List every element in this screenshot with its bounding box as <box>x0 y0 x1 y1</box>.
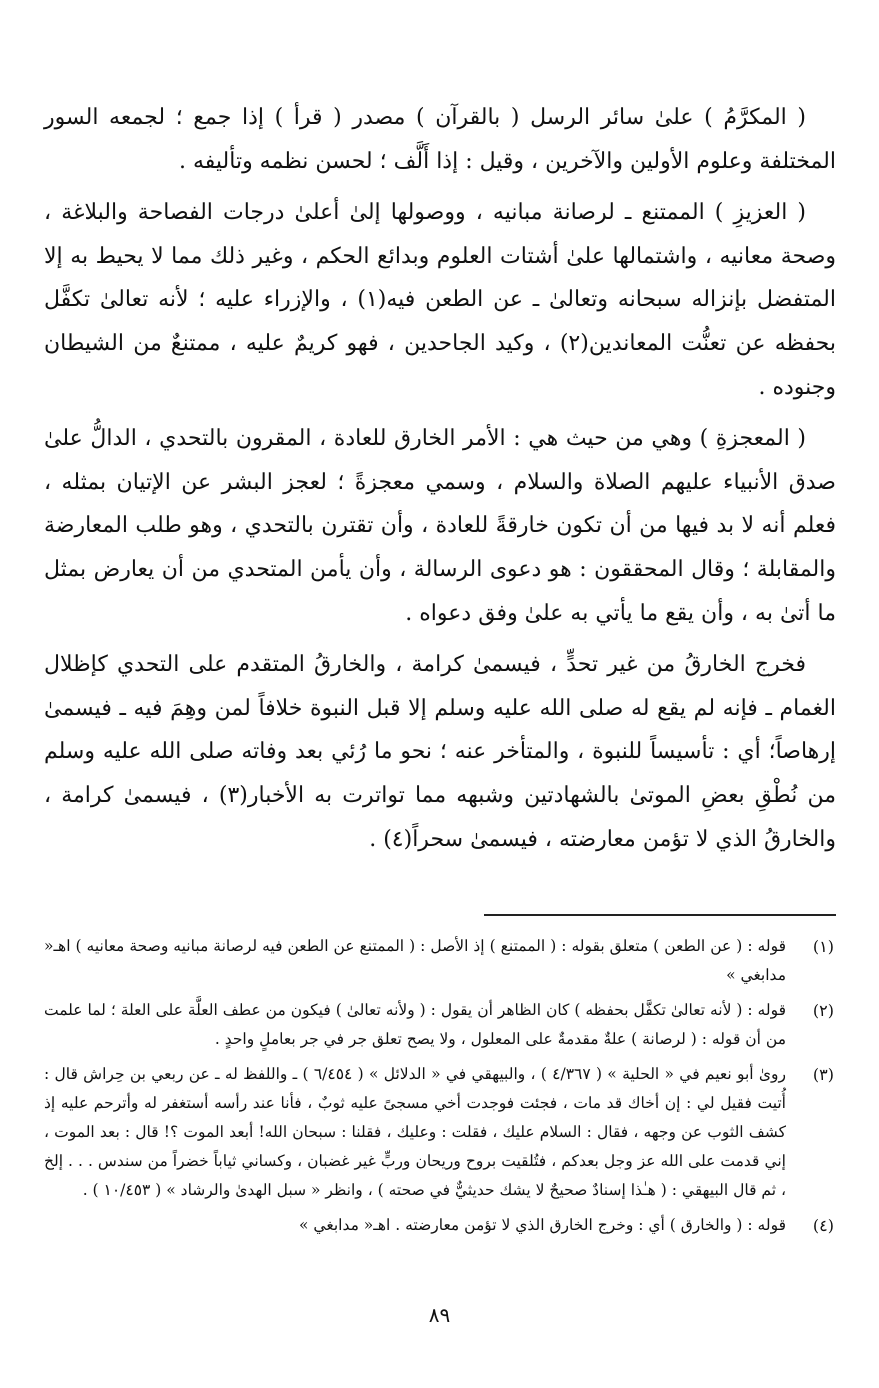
paragraph-mujiza: ( المعجزةِ ) وهي من حيث هي : الأمر الخارق للعادة ، المقرون بالتحدي ، الدالُّ علىٰ صدق الأنبياء عليهم الصلاة والسلام ، وسمي معجزةً ؛ لعجز البشر عن الإتيان بمثله ، فعلم أنه لا بد فيها من أن تكون خارقةً للعادة ، وأن تقترن بالتحدي ، وهو طلب المعارضة والمقابلة ؛ وقال المحققون : هو دعوى الرسالة ، وأن يأمن المتحدي من أن يعارض بمثل ما أتىٰ به ، وأن يقع ما يأتي به علىٰ وفق دعواه . <box>44 426 836 626</box>
paragraph-kharq: فخرج الخارقُ من غير تحدٍّ ، فيسمىٰ كرامة ، والخارقُ المتقدم على التحدي كإظلال الغمام ـ فإنه لم يقع له صلى الله عليه وسلم إلا قبل النبوة خلافاً لمن وهِمَ فيه ـ فيسمىٰ إرهاصاً؛ أي : تأسيساً للنبوة ، والمتأخر عنه ؛ نحو ما رُئي بعد وفاته صلى الله عليه وسلم من نُطْقِ بعضِ الموتىٰ بالشهادتين وشبهه مما تواترت به الأخبار(٣) ، فيسمىٰ كرامة ، والخارقُ الذي لا تؤمن معارضته ، فيسمىٰ سحراً(٤) . <box>44 652 836 852</box>
footnote-number: (٣) <box>812 1065 834 1084</box>
footnotes <box>44 932 836 1246</box>
page-content <box>44 96 836 1235</box>
footnote-number: (٢) <box>812 1001 834 1020</box>
footnote-number: (١) <box>812 937 834 956</box>
footnote-text: قوله : ( لأنه تعالىٰ تكفَّل بحفظه ) كان الظاهر أن يقول : ( ولأنه تعالىٰ ) فيكون من عطف العلَّة على العلة ؛ لما علمت من أن قوله : ( لرصانة ) علةٌ مقدمةٌ على المعلول ، ولا يصح تعلق جر في جر بعاملٍ واحدٍ . <box>44 1001 786 1048</box>
footnote-item <box>44 1211 836 1240</box>
footnote-item <box>44 1060 836 1205</box>
footnote-number: (٤) <box>812 1216 834 1235</box>
footnote-text: قوله : ( عن الطعن ) متعلق بقوله : ( الممتنع ) إذ الأصل : ( الممتنع عن الطعن فيه لرصانة مبانيه وصحة معانيه ) اهـ« مدابغي » <box>44 937 786 984</box>
footnote-text: قوله : ( والخارق ) أي : وخرج الخارق الذي لا تؤمن معارضته . اهـ« مدابغي » <box>299 1216 786 1234</box>
footnote-item <box>44 932 836 990</box>
paragraph-mukarram: ( المكرَّمُ ) علىٰ سائر الرسل ( بالقرآن ) مصدر ( قرأ ) إذا جمع ؛ لجمعه السور المختلفة وعلوم الأولين والآخرين ، وقيل : إذا أَلَّف ؛ لحسن نظمه وتأليفه . <box>44 105 836 174</box>
paragraph-aziz: ( العزيزِ ) الممتنع ـ لرصانة مبانيه ، ووصولها إلىٰ أعلىٰ درجات الفصاحة والبلاغة ، وصحة معانيه ، واشتمالها علىٰ أشتات العلوم وبدائع الحكم ، وغير ذلك مما لا يحيط به إلا المتفضل بإنزاله سبحانه وتعالىٰ ـ عن الطعن فيه(١) ، والإزراء عليه ؛ لأنه تعالىٰ تكفَّل بحفظه عن تعنُّت المعاندين(٢) ، وكيد الجاحدين ، فهو كريمٌ عليه ، ممتنعٌ من الشيطان وجنوده . <box>44 200 836 400</box>
page-number: ٨٩ <box>428 1303 451 1327</box>
footnote-text: روىٰ أبو نعيم في « الحلية » ( ٤/٣٦٧ ) ، والبيهقي في « الدلائل » ( ٦/٤٥٤ ) ـ واللفظ له ـ عن ربعي بن حِراش قال : أُتيت فقيل لي : إن أخاك قد مات ، فجئت فوجدت أخي مسجىً عليه ثوبٌ ، فأنا عند رأسه أستغفر له وأترحم عليه إذ كشف الثوب عن وجهه ، فقال : السلام عليك ، فقلت : وعليك ، فقلنا : سبحان الله! أبعد الموت ؟! قال : بعد الموت ، إني قدمت على الله عز وجل بعدكم ، فتُلقيت بروح وريحان وربٍّ غير غضبان ، وكساني ثياباً خضراً من سندس . . . إلخ ، ثم قال البيهقي : ( هـٰذا إسنادٌ صحيحٌ لا يشك حديثيٌّ في صحته ) ، وانظر « سبل الهدىٰ والرشاد » ( ١٠/٤٥٣ ) . <box>44 1065 786 1199</box>
footnote-item <box>44 996 836 1054</box>
main-text <box>44 96 836 861</box>
footnote-divider <box>484 914 836 916</box>
